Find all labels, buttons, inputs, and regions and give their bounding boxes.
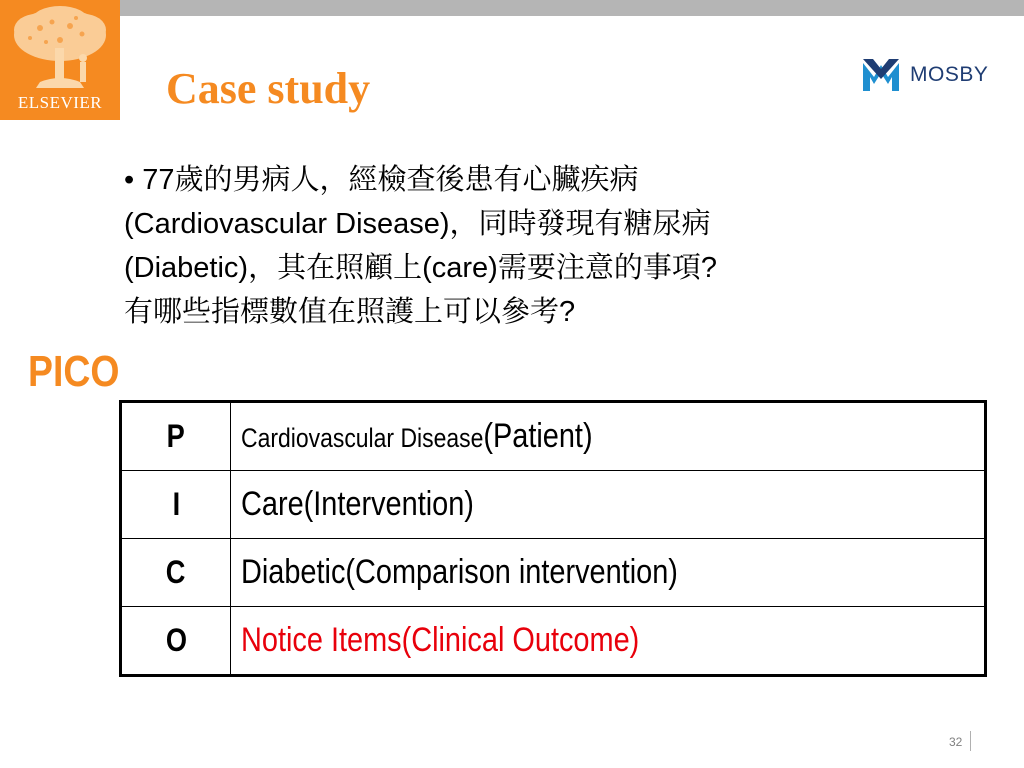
pico-content-text: Notice Items(Clinical Outcome)	[241, 621, 640, 659]
table-row	[121, 402, 986, 471]
table-row	[121, 471, 986, 539]
pico-content	[231, 471, 986, 539]
pico-table	[119, 400, 987, 677]
pico-letter	[121, 607, 231, 676]
case-line: (Diabetic)，其在照顧上(care)需要注意的事項?	[124, 252, 717, 284]
top-bar	[0, 0, 1024, 16]
pico-patient-label: Cardiovascular Disease	[241, 423, 484, 453]
slide-title: Case study	[166, 64, 371, 113]
table-row	[121, 539, 986, 607]
case-description	[124, 158, 904, 334]
pico-letter	[121, 402, 231, 471]
case-line: 有哪些指標數值在照護上可以參考?	[124, 296, 576, 328]
pico-letter-text: I	[172, 486, 180, 522]
pico-content-text: Diabetic(Comparison intervention)	[241, 553, 678, 591]
pico-letter	[121, 539, 231, 607]
pico-content-text: Care(Intervention)	[241, 485, 474, 523]
tree-icon	[0, 0, 120, 95]
pico-letter	[121, 471, 231, 539]
page-number: 32	[949, 735, 963, 749]
elsevier-logo	[0, 0, 120, 120]
mosby-m-icon	[861, 57, 901, 93]
case-line: (Cardiovascular Disease)，同時發現有糖尿病	[124, 208, 711, 240]
pico-patient-suffix: (Patient)	[483, 417, 593, 455]
elsevier-wordmark: ELSEVIER	[17, 93, 103, 112]
pico-letter-text: C	[166, 554, 186, 590]
pico-letter-text: O	[165, 622, 187, 658]
pico-heading: PICO	[28, 347, 120, 396]
table-row	[121, 607, 986, 676]
pico-content	[231, 402, 986, 471]
pico-content	[231, 539, 986, 607]
pico-content-text	[241, 417, 593, 456]
case-line: • 77歲的男病人，經檢查後患有心臟疾病	[124, 164, 639, 196]
pico-letter-text: P	[166, 418, 186, 454]
mosby-wordmark: MOSBY	[910, 63, 989, 86]
pico-content	[231, 607, 986, 676]
page-divider	[970, 731, 971, 751]
